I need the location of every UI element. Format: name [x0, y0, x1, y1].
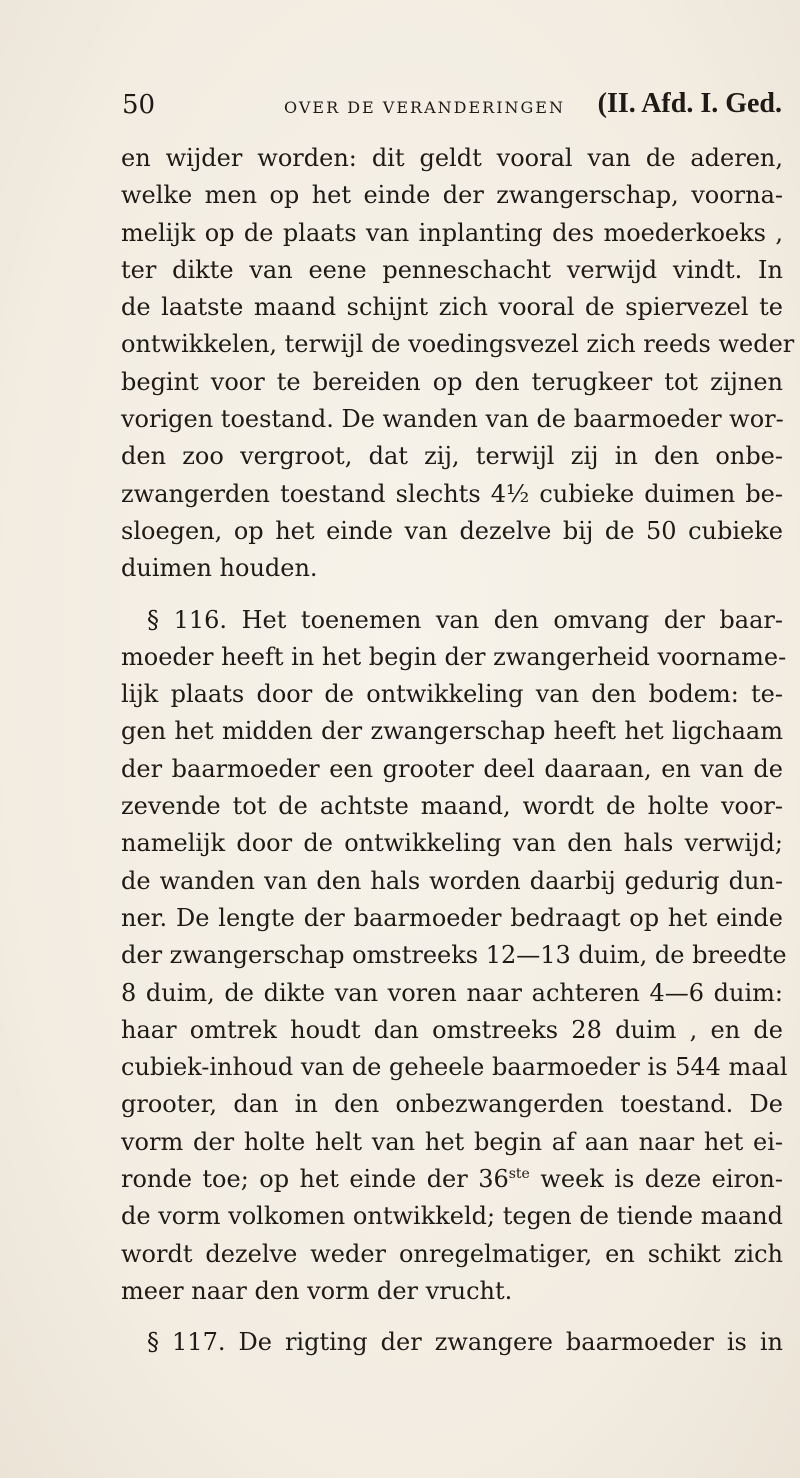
text-line: grooter, dan in den onbezwangerden toestand. De — [121, 1090, 783, 1119]
text-line: lijk plaats door de ontwikkeling van den bodem: te- — [121, 680, 783, 709]
page-body — [121, 140, 795, 1362]
text-line: welke men op het einde der zwangerschap, voorna- — [121, 181, 783, 210]
text-segment: ronde toe; op het einde der 36 — [121, 1165, 509, 1194]
text-line-with-superscript — [121, 1161, 783, 1198]
paragraph — [121, 602, 788, 1311]
text-line: cubiek-inhoud van de geheele baarmoeder is 544 maal — [121, 1053, 788, 1082]
text-line: den zoo vergroot, dat zij, terwijl zij in den onbe- — [121, 442, 783, 471]
text-line: namelijk door de ontwikkeling van den hals verwijd; — [121, 829, 783, 858]
text-line: moeder heeft in het begin der zwangerheid voorname- — [121, 642, 787, 671]
paragraph — [121, 140, 795, 588]
text-line: ter dikte van eene penneschacht verwijd vindt. In — [121, 255, 783, 284]
text-line: § 117. De rigting der zwangere baarmoeder is in — [147, 1328, 783, 1357]
text-line: ontwikkelen, terwijl de voedingsvezel zich reeds weder — [121, 330, 795, 359]
text-line: § 116. Het toenemen van den omvang der baar- — [147, 605, 783, 634]
text-line: 8 duim, de dikte van voren naar achteren 4—6 duim: — [121, 978, 783, 1007]
text-line: der baarmoeder een grooter deel daaraan, en van de — [121, 754, 783, 783]
text-line: zevende tot de achtste maand, wordt de holte voor- — [121, 792, 783, 821]
superscript: ste — [508, 1166, 530, 1183]
text-line: zwangerden toestand slechts 4½ cubieke duimen be- — [121, 479, 783, 508]
text-line: ner. De lengte der baarmoeder bedraagt op het einde — [121, 903, 783, 932]
text-line: meer naar den vorm der vrucht. — [121, 1276, 513, 1305]
text-line: de vorm volkomen ontwikkeld; tegen de tiende maand — [121, 1202, 783, 1231]
text-line: duimen houden. — [121, 554, 318, 583]
text-line: der zwangerschap omstreeks 12—13 duim, de breedte — [121, 941, 787, 970]
page-number: 50 — [122, 90, 156, 120]
text-line: vorm der holte helt van het begin af aan naar het ei- — [121, 1127, 783, 1156]
text-line: wordt dezelve weder onregelmatiger, en schikt zich — [121, 1239, 783, 1268]
text-line: gen het midden der zwangerschap heeft het ligchaam — [121, 717, 783, 746]
text-line: de laatste maand schijnt zich vooral de spiervezel te — [121, 293, 783, 322]
text-line: en wijder worden: dit geldt vooral van de aderen, — [121, 144, 783, 172]
text-line: melijk op de plaats van inplanting des moederkoeks , — [121, 218, 783, 247]
page-header — [122, 88, 782, 122]
section-reference: (II. Afd. I. Ged. — [597, 88, 782, 119]
text-line: haar omtrek houdt dan omstreeks 28 duim , en de — [121, 1015, 783, 1044]
paragraph — [121, 1324, 783, 1361]
text-segment: week is deze eiron- — [529, 1165, 784, 1194]
text-line: vorigen toestand. De wanden van de baarmoeder wor- — [121, 405, 784, 434]
text-line: begint voor te bereiden op den terugkeer tot zijnen — [121, 367, 783, 396]
text-line: sloegen, op het einde van dezelve bij de 50 cubieke — [121, 516, 783, 545]
running-title: OVER DE VERANDERINGEN — [284, 98, 565, 117]
text-line: de wanden van den hals worden daarbij gedurig dun- — [121, 866, 783, 895]
